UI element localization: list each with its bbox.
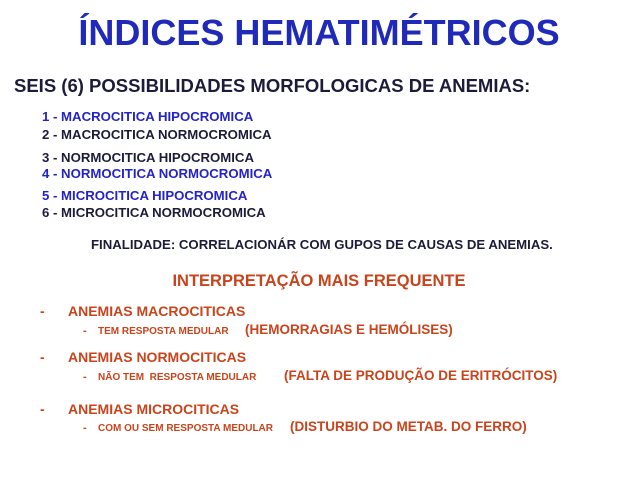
group-cause: (DISTURBIO DO METAB. DO FERRO): [290, 419, 527, 434]
group-detail: NÃO TEM RESPOSTA MEDULAR: [98, 372, 257, 383]
possibility-5: 5 - MICROCITICA HIPOCROMICA: [42, 188, 248, 203]
group-bullet: -: [40, 303, 45, 319]
group-name-normociticas: ANEMIAS NORMOCITICAS: [68, 349, 247, 365]
page-title: ÍNDICES HEMATIMÉTRICOS: [78, 12, 560, 53]
possibility-1: 1 - MACROCITICA HIPOCROMICA: [42, 109, 254, 124]
group-name-microciticas: ANEMIAS MICROCITICAS: [68, 401, 240, 417]
possibility-2: 2 - MACROCITICA NORMOCROMICA: [42, 127, 272, 142]
possibility-4: 4 - NORMOCITICA NORMOCROMICA: [42, 166, 273, 181]
interpretation-heading: INTERPRETAÇÃO MAIS FREQUENTE: [172, 272, 466, 290]
group-detail: COM OU SEM RESPOSTA MEDULAR: [98, 423, 274, 434]
sub-bullet: -: [83, 325, 87, 337]
sub-bullet: -: [83, 371, 87, 383]
possibility-3: 3 - NORMOCITICA HIPOCROMICA: [42, 150, 254, 165]
group-bullet: -: [40, 349, 45, 365]
group-name-macrociticas: ANEMIAS MACROCITICAS: [68, 303, 246, 319]
sub-bullet: -: [83, 422, 87, 434]
possibility-6: 6 - MICROCITICA NORMOCROMICA: [42, 205, 266, 220]
subtitle: SEIS (6) POSSIBILIDADES MORFOLOGICAS DE ANEMIAS:: [14, 75, 531, 96]
group-bullet: -: [40, 401, 45, 417]
group-cause: (HEMORRAGIAS E HEMÓLISES): [245, 322, 453, 337]
purpose-statement: FINALIDADE: CORRELACIONÁR COM GUPOS DE CAUSAS DE ANEMIAS.: [91, 237, 553, 252]
group-cause: (FALTA DE PRODUÇÃO DE ERITRÓCITOS): [284, 368, 558, 383]
group-detail: TEM RESPOSTA MEDULAR: [98, 326, 229, 337]
